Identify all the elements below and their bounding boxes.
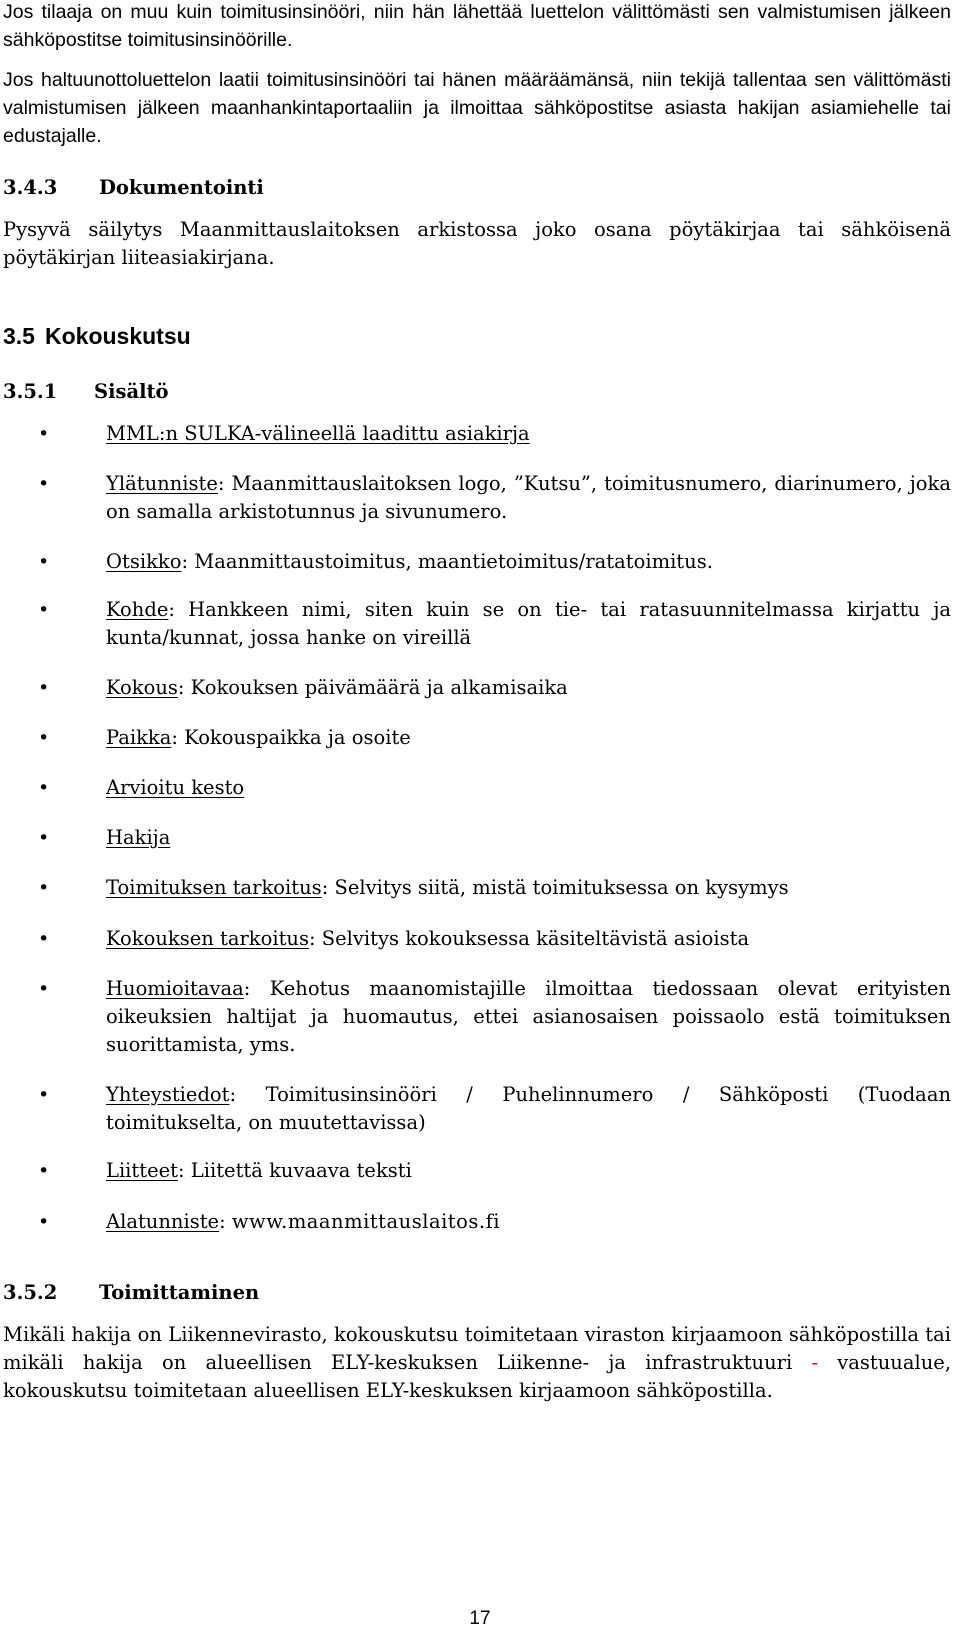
paragraph-documentation: Pysyvä säilytys Maanmittauslaitoksen arkistossa joko osana pöytäkirjaa tai sähköisenä pöytäkirjan liiteasiakirjana. xyxy=(3,218,951,269)
heading-number: 3.5 xyxy=(3,323,35,349)
item-label: Otsikko xyxy=(106,550,182,573)
bullet-icon: • xyxy=(38,727,50,749)
heading-number: 3.5.1 xyxy=(3,380,58,403)
bullet-icon: • xyxy=(38,1160,50,1182)
heading-3-5-2 xyxy=(3,1279,259,1307)
item-label: Alatunniste xyxy=(106,1210,220,1233)
item-label: Kokous xyxy=(106,676,178,699)
bullet-icon: • xyxy=(38,978,50,1000)
item-text: : Selvitys siitä, mistä toimituksessa on kysymys xyxy=(321,876,789,899)
item-text: : Liitettä kuvaava teksti xyxy=(178,1159,412,1182)
item-text: : Maanmittaustoimitus, maantietoimitus/ratatoimitus. xyxy=(181,550,713,573)
paragraph-part-2: vastuualue, kokouskutsu toimitetaan alueellisen ELY-keskuksen kirjaamoon sähköpostilla. xyxy=(3,1351,952,1402)
item-label: Hakija xyxy=(106,826,171,849)
paragraph-delivery xyxy=(3,1321,951,1405)
item-label: MML:n SULKA-välineellä laadittu asiakirja xyxy=(106,422,530,445)
paragraph-delivery-by-engineer: Jos haltuunottoluettelon laatii toimitusinsinööri tai hänen määräämänsä, niin tekijä tallentaa sen välittömästi valmistumisen jälkeen maanhankintaportaaliin ja ilmoittaa sähköpostitse asiasta hakijan asiamiehelle tai edustajalle. xyxy=(3,69,951,147)
heading-title: Toimittaminen xyxy=(99,1281,260,1304)
item-text: : Selvitys kokouksessa käsiteltävistä asioista xyxy=(309,927,750,950)
heading-3-5 xyxy=(3,321,191,351)
item-text: : Kokouspaikka ja osoite xyxy=(171,726,411,749)
item-label: Huomioitavaa xyxy=(106,977,244,1000)
item-text: : Maanmittauslaitoksen logo, ”Kutsu”, toimitusnumero, diarinumero, joka on samalla arkistotunnus ja sivunumero. xyxy=(106,472,951,523)
bullet-icon: • xyxy=(38,928,50,950)
item-label: Liitteet xyxy=(106,1159,179,1182)
item-label: Arvioitu kesto xyxy=(106,776,245,799)
heading-3-5-1 xyxy=(3,378,169,406)
item-text: : Hankkeen nimi, siten kuin se on tie- tai ratasuunnitelmassa kirjattu ja kunta/kunnat, jossa hanke on vireillä xyxy=(106,598,951,649)
item-label: Kohde xyxy=(106,598,169,621)
heading-3-4-3 xyxy=(3,174,264,202)
item-text: : Toimitusinsinööri / Puhelinnumero / Sähköposti (Tuodaan toimitukselta, on muutettavissa) xyxy=(106,1083,951,1134)
item-label: Kokouksen tarkoitus xyxy=(106,927,309,950)
bullet-icon: • xyxy=(38,1211,50,1233)
item-label: Toimituksen tarkoitus xyxy=(106,876,322,899)
bullet-icon: • xyxy=(38,877,50,899)
heading-number: 3.5.2 xyxy=(3,1281,58,1304)
item-text: : Kehotus maanomistajille ilmoittaa tiedossaan olevat erityisten oikeuksien haltijat ja huomautus, ettei asianosaisen poissaolo estä toimituksen suorittamista, yms. xyxy=(106,977,951,1056)
heading-title: Kokouskutsu xyxy=(45,323,191,349)
red-dash: - xyxy=(811,1351,819,1374)
item-label: Yhteystiedot xyxy=(106,1083,230,1106)
heading-title: Dokumentointi xyxy=(99,176,264,199)
bullet-icon: • xyxy=(38,777,50,799)
bullet-icon: • xyxy=(38,551,50,573)
item-text: : Kokouksen päivämäärä ja alkamisaika xyxy=(177,676,568,699)
page-number: 17 xyxy=(469,1608,491,1629)
bullet-icon: • xyxy=(38,1084,50,1106)
bullet-icon: • xyxy=(38,473,50,495)
bullet-icon: • xyxy=(38,827,50,849)
item-label: Ylätunniste xyxy=(106,472,218,495)
bullet-icon: • xyxy=(38,599,50,621)
footer-url: www.maanmittauslaitos.fi xyxy=(231,1210,501,1233)
bullet-icon: • xyxy=(38,677,50,699)
heading-number: 3.4.3 xyxy=(3,176,58,199)
paragraph-delivery-by-client: Jos tilaaja on muu kuin toimitusinsinööri, niin hän lähettää luettelon välittömästi sen valmistumisen jälkeen sähköpostitse toimitusinsinöörille. xyxy=(3,1,951,51)
item-text: : xyxy=(219,1210,232,1233)
item-label: Paikka xyxy=(106,726,172,749)
heading-title: Sisältö xyxy=(94,380,169,403)
bullet-icon: • xyxy=(38,423,50,445)
paragraph-part-1: Mikäli hakija on Liikennevirasto, kokouskutsu toimitetaan viraston kirjaamoon sähköpostilla tai mikäli hakija on alueellisen ELY-keskuksen Liikenne- ja infrastruktuuri xyxy=(3,1323,951,1374)
